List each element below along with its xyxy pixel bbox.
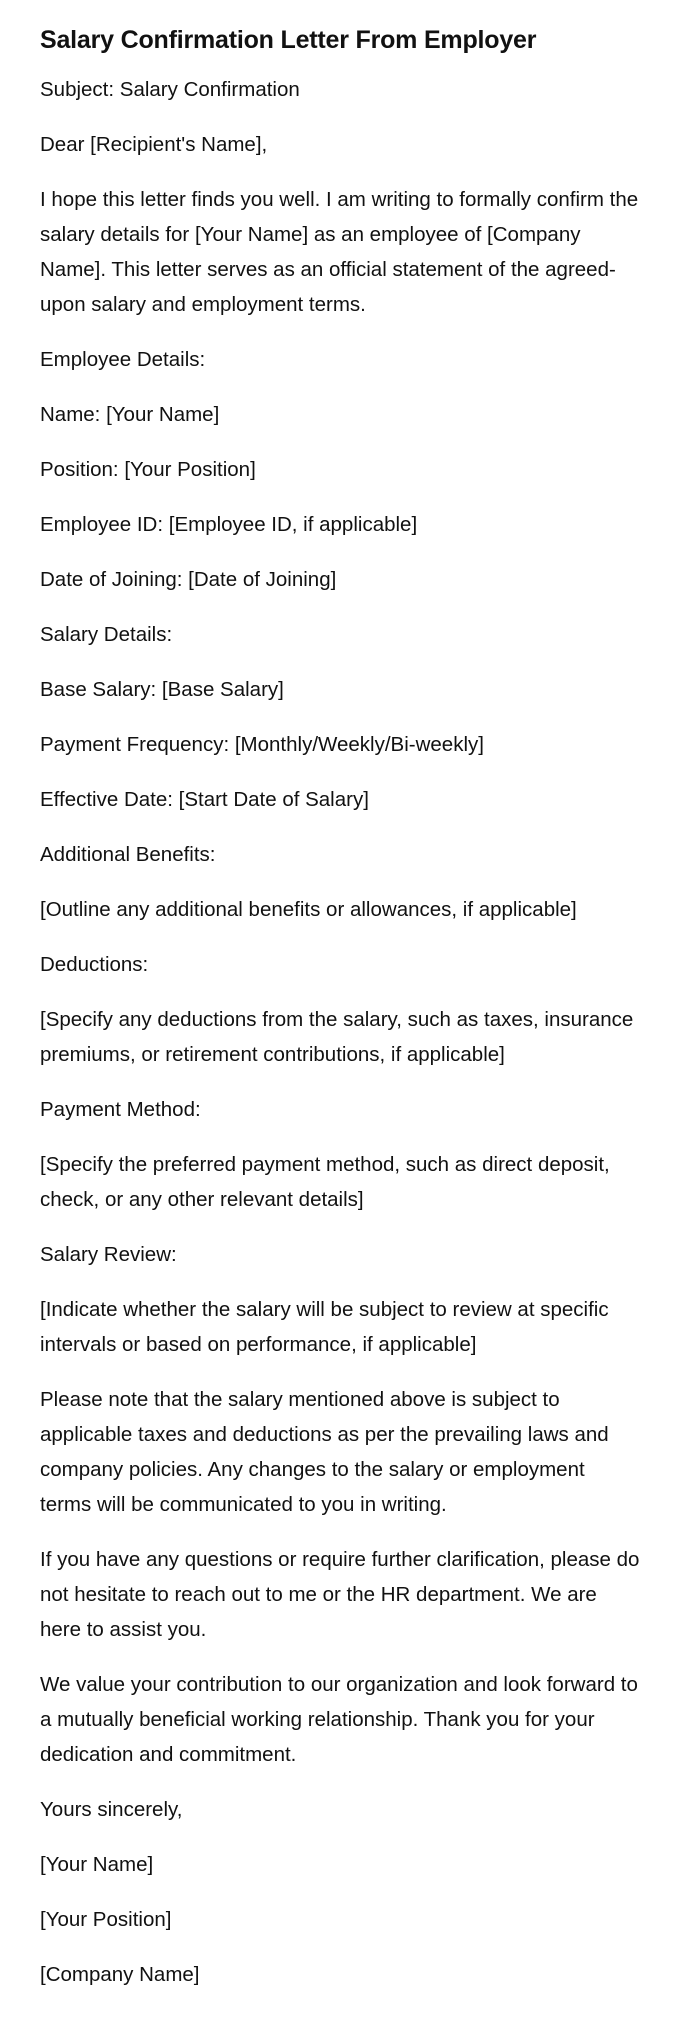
deductions-text: [Specify any deductions from the salary, such as taxes, insurance premiums, or retirement contributions, if applicable] — [40, 1008, 634, 1066]
questions-paragraph: If you have any questions or require further clarification, please do not hesitate to reach out to me or the HR department. We are here to assist you. — [40, 1548, 640, 1641]
salary-details-heading: Salary Details: — [40, 623, 173, 646]
employee-position-line: Position: [Your Position] — [40, 458, 256, 481]
taxes-note-paragraph: Please note that the salary mentioned above is subject to applicable taxes and deductions as per the prevailing laws and company policies. Any changes to the salary or employment terms will be communicated to you in writing. — [40, 1388, 609, 1516]
effective-date-line: Effective Date: [Start Date of Salary] — [40, 788, 369, 811]
date-of-joining-line: Date of Joining: [Date of Joining] — [40, 568, 337, 591]
intro-paragraph: I hope this letter finds you well. I am writing to formally confirm the salary details for [Your Name] as an employee of [Company Name]. This letter serves as an official statement of the agreed-upon salary and employment terms. — [40, 188, 639, 316]
appreciation-paragraph: We value your contribution to our organization and look forward to a mutually beneficial working relationship. Thank you for your dedication and commitment. — [40, 1673, 638, 1766]
closing: Yours sincerely, — [40, 1798, 183, 1821]
employee-id-line: Employee ID: [Employee ID, if applicable] — [40, 513, 418, 536]
signature-company: [Company Name] — [40, 1963, 200, 1986]
employee-details-heading: Employee Details: — [40, 348, 206, 371]
additional-benefits-text: [Outline any additional benefits or allowances, if applicable] — [40, 898, 577, 921]
additional-benefits-heading: Additional Benefits: — [40, 843, 216, 866]
base-salary-line: Base Salary: [Base Salary] — [40, 678, 284, 701]
employee-name-line: Name: [Your Name] — [40, 403, 220, 426]
payment-frequency-line: Payment Frequency: [Monthly/Weekly/Bi-weekly] — [40, 733, 484, 756]
salutation: Dear [Recipient's Name], — [40, 133, 268, 156]
salary-review-text: [Indicate whether the salary will be subject to review at specific intervals or based on performance, if applicable] — [40, 1298, 609, 1356]
subject-line: Subject: Salary Confirmation — [40, 78, 300, 101]
deductions-heading: Deductions: — [40, 953, 149, 976]
signature-name: [Your Name] — [40, 1853, 154, 1876]
letter-title: Salary Confirmation Letter From Employer — [40, 26, 537, 54]
salary-review-heading: Salary Review: — [40, 1243, 177, 1266]
signature-position: [Your Position] — [40, 1908, 172, 1931]
payment-method-heading: Payment Method: — [40, 1098, 201, 1121]
payment-method-text: [Specify the preferred payment method, such as direct deposit, check, or any other relevant details] — [40, 1153, 610, 1211]
